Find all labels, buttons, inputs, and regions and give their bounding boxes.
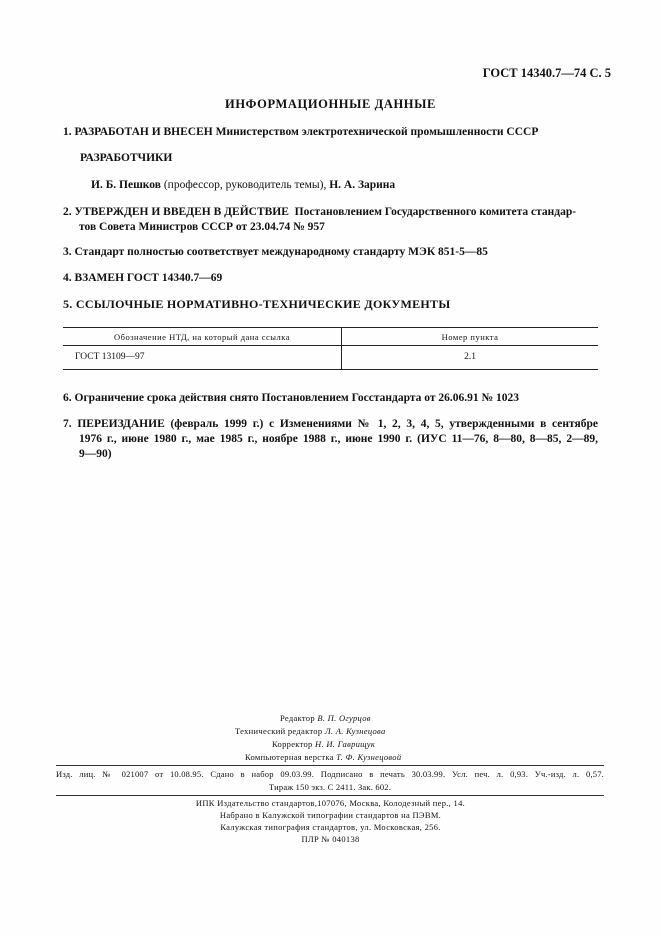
section-5: 5. ССЫЛОЧНЫЕ НОРМАТИВНО-ТЕХНИЧЕСКИЕ ДОКУМЕНТЫ [63,297,451,311]
credit-layout-label: Компьютерная верстка [245,752,334,762]
reference-document-cell: ГОСТ 13109—97 [63,346,342,370]
section-2-text-1: Постановлением Государственного комитета стандар- [294,206,577,218]
section-7 [63,417,598,462]
section-1 [63,125,538,140]
publisher-line-3: Калужская типография стандартов, ул. Московская, 256. [220,822,441,832]
table-row [63,346,598,370]
section-2-text-2: тов Совета Министров СССР от 23.04.74 № 957 [79,221,325,233]
section-2-line-1 [63,205,598,220]
section-2-lead: 2. УТВЕРЖДЕН И ВВЕДЕН В ДЕЙСТВИЕ [63,206,289,218]
reference-table [63,327,598,370]
page-header-code: ГОСТ 14340.7—74 С. 5 [482,66,611,80]
credit-layout [235,751,401,764]
reference-table-header-document: Обозначение НТД, на который дана ссылка [63,328,342,346]
developers-list [91,178,395,193]
publisher-block [0,797,661,845]
page-title: ИНФОРМАЦИОННЫЕ ДАННЫЕ [225,97,436,111]
credit-corrector-label: Корректор [272,739,313,749]
imprint-block [56,768,604,794]
developer-role-1: (профессор, руководитель темы), [163,179,327,191]
publisher-line-4: ПЛР № 040138 [301,834,360,844]
imprint-line-2: Тираж 150 экз. С 2411. Зак. 602. [268,782,392,792]
section-3: 3. Стандарт полностью соответствует международному стандарту МЭК 851-5—85 [63,246,488,258]
credit-editor [235,712,401,725]
section-1-text: Министерством электротехнической промышленности СССР [215,126,539,138]
reference-table-header-row [63,328,598,346]
section-7-line-3: 9—90) [79,448,112,460]
publisher-line-1: ИПК Издательство стандартов,107076, Москва, Колодезный пер., 14. [195,798,466,808]
section-6: 6. Ограничение срока действия снято Постановлением Госстандарта от 26.06.91 № 1023 [63,392,519,404]
credit-tech-editor-label: Технический редактор [235,726,323,736]
developer-name-2: Н. А. Зарина [329,179,396,191]
credit-corrector [235,738,401,751]
section-4: 4. ВЗАМЕН ГОСТ 14340.7—69 [63,272,223,284]
credit-editor-name: В. П. Огурцов [317,713,371,723]
credits-block [235,712,401,764]
section-7-line-1: 7. ПЕРЕИЗДАНИЕ (февраль 1999 г.) с Изменениями № 1, 2, 3, 4, 5, утвержденными в сентябре [63,418,598,430]
reference-table-header-clause: Номер пункта [342,328,599,346]
developers-heading: РАЗРАБОТЧИКИ [80,152,173,164]
publisher-line-2: Набрано в Калужской типографии стандартов на ПЭВМ. [219,810,442,820]
section-2 [63,205,598,235]
credit-tech-editor-name: Л. А. Кузнецова [324,726,386,736]
divider-bottom [56,795,604,796]
credit-tech-editor [235,725,401,738]
divider-top [56,765,604,766]
reference-clause-cell: 2.1 [342,346,599,370]
developer-name-1: И. Б. Пешков [91,179,161,191]
imprint-line-1: Изд. лиц. № 021007 от 10.08.95. Сдано в набор 09.03.99. Подписано в печать 30.03.99. Усл. печ. л. 0,93. Уч.-изд. л. 0,57. [56,769,604,779]
credit-layout-name: Т. Ф. Кузнецовой [336,752,402,762]
credit-corrector-name: Н. И. Гаврищук [315,739,376,749]
credit-editor-label: Редактор [280,713,315,723]
section-1-lead: 1. РАЗРАБОТАН И ВНЕСЕН [63,126,213,138]
section-7-line-2: 1976 г., июне 1980 г., мае 1985 г., ноябре 1988 г., июне 1990 г. (ИУС 11—76, 8—80, 8—85, 2—89, [79,433,598,445]
